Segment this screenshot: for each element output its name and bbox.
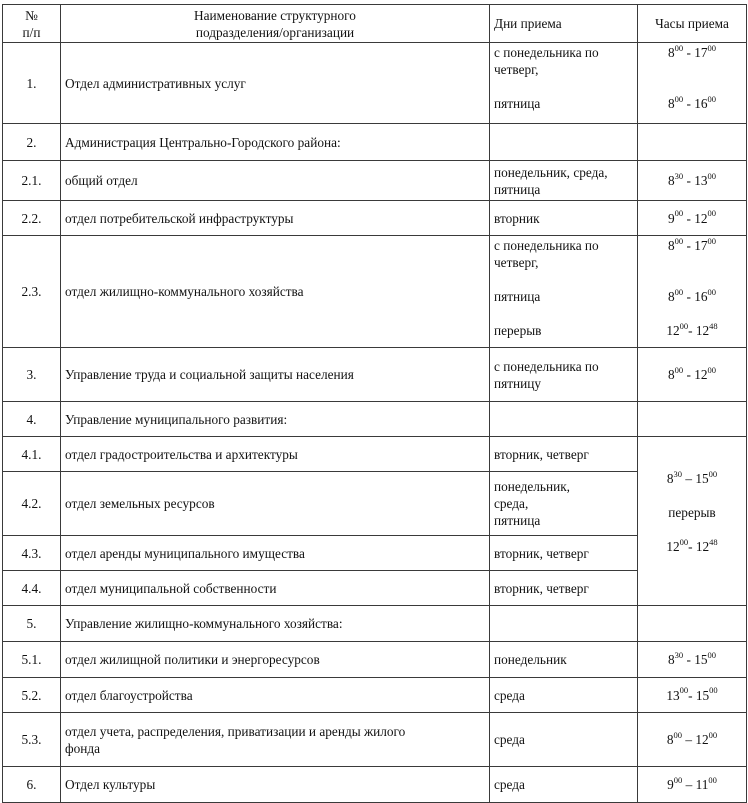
row-days: с понедельника по пятницу — [490, 348, 638, 402]
header-days: Дни приема — [490, 5, 638, 43]
row-hours-merged: $8^{30} - 15^{00}$ перерыв $12^{00}-$ $12^{48}$ — [638, 437, 747, 606]
row-num: 6. — [3, 767, 61, 803]
row-days: вторник, четверг — [490, 536, 638, 571]
table-row — [3, 606, 747, 642]
row-num: 3. — [3, 348, 61, 402]
row-num: 4.2. — [3, 472, 61, 536]
row-days: понедельник — [490, 642, 638, 678]
row-days: вторник, четверг — [490, 437, 638, 472]
header-num: № п/п — [3, 5, 61, 43]
table-row — [3, 678, 747, 713]
table-row — [3, 236, 747, 348]
row-days: вторник, четверг — [490, 571, 638, 606]
row-num: 5.1. — [3, 642, 61, 678]
row-days — [490, 606, 638, 642]
row-name: Управление муниципального развития: — [61, 402, 490, 437]
row-days — [490, 124, 638, 161]
table-row — [3, 201, 747, 236]
table-row — [3, 472, 747, 536]
table-row — [3, 402, 747, 437]
row-num: 2.3. — [3, 236, 61, 348]
row-hours: $8^{30} - 15^{00}$ — [638, 642, 747, 678]
table-row — [3, 348, 747, 402]
row-num: 2. — [3, 124, 61, 161]
row-hours — [638, 402, 747, 437]
table-row — [3, 43, 747, 124]
row-days: с понедельника по четверг, пятница — [490, 43, 638, 124]
row-days: вторник — [490, 201, 638, 236]
row-name: отдел жилищно-коммунального хозяйства — [61, 236, 490, 348]
row-num: 4.3. — [3, 536, 61, 571]
row-name: отдел земельных ресурсов — [61, 472, 490, 536]
table-row — [3, 642, 747, 678]
header-row — [3, 5, 747, 43]
table-row — [3, 767, 747, 803]
row-hours — [638, 124, 747, 161]
row-name: отдел благоустройства — [61, 678, 490, 713]
row-days: с понедельника по четверг, пятница перерыв — [490, 236, 638, 348]
row-hours: $9^{00} - 12^{00}$ — [638, 201, 747, 236]
row-hours — [638, 606, 747, 642]
row-days: среда — [490, 767, 638, 803]
row-name: отдел аренды муниципального имущества — [61, 536, 490, 571]
row-name: Администрация Центрально-Городского района: — [61, 124, 490, 161]
row-hours: $13^{00}-$ $15^{00}$ — [638, 678, 747, 713]
row-hours: $8^{00} - 17^{00}$ $8^{00} - 16^{00}$ $12^{00}-$ $12^{48}$ — [638, 236, 747, 348]
header-name: Наименование структурного подразделения/организации — [61, 5, 490, 43]
row-hours: $8^{00} - 12^{00}$ — [638, 713, 747, 767]
row-name: Управление жилищно-коммунального хозяйства: — [61, 606, 490, 642]
row-num: 2.1. — [3, 161, 61, 201]
row-num: 4. — [3, 402, 61, 437]
table-row — [3, 161, 747, 201]
row-num: 5.2. — [3, 678, 61, 713]
row-days: среда — [490, 713, 638, 767]
row-num: 5. — [3, 606, 61, 642]
row-name: Отдел культуры — [61, 767, 490, 803]
row-num: 4.4. — [3, 571, 61, 606]
row-hours: $8^{00} - 12^{00}$ — [638, 348, 747, 402]
row-days: среда — [490, 678, 638, 713]
row-hours: $8^{00} - 17^{00}$ $8^{00} - 16^{00}$ — [638, 43, 747, 124]
row-name: отдел муниципальной собственности — [61, 571, 490, 606]
row-name: общий отдел — [61, 161, 490, 201]
row-hours: $9^{00} - 11^{00}$ — [638, 767, 747, 803]
row-name: отдел потребительской инфраструктуры — [61, 201, 490, 236]
table-row — [3, 124, 747, 161]
row-name: Отдел административных услуг — [61, 43, 490, 124]
row-num: 5.3. — [3, 713, 61, 767]
table-row — [3, 536, 747, 571]
row-name: отдел градостроительства и архитектуры — [61, 437, 490, 472]
row-num: 1. — [3, 43, 61, 124]
table-row — [3, 713, 747, 767]
reception-schedule-table — [2, 4, 747, 803]
row-name: Управление труда и социальной защиты населения — [61, 348, 490, 402]
row-name: отдел жилищной политики и энергоресурсов — [61, 642, 490, 678]
row-days: понедельник, среда, пятница — [490, 472, 638, 536]
header-hours: Часы приема — [638, 5, 747, 43]
row-days — [490, 402, 638, 437]
table-row — [3, 437, 747, 472]
row-hours: $8^{30} - 13^{00}$ — [638, 161, 747, 201]
row-name: отдел учета, распределения, приватизации и аренды жилого фонда — [61, 713, 490, 767]
row-num: 2.2. — [3, 201, 61, 236]
row-num: 4.1. — [3, 437, 61, 472]
table-row — [3, 571, 747, 606]
row-days: понедельник, среда, пятница — [490, 161, 638, 201]
